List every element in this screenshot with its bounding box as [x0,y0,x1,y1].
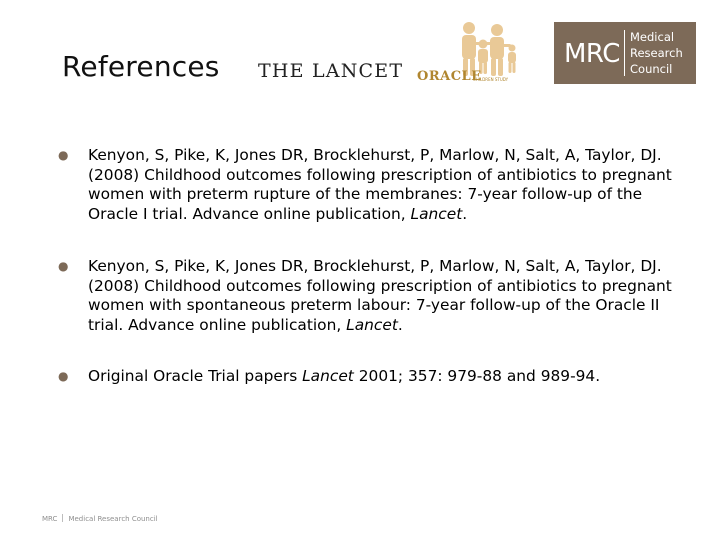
reference-suffix: 2001; 357: 979-88 and 989-94. [353,367,601,385]
oracle-subtitle: CHILDREN STUDY [473,77,509,82]
reference-item [58,257,678,335]
footer-name: Medical Research Council [68,515,158,523]
slide-title: References [62,50,220,83]
footer-abbr: MRC [42,515,58,523]
oracle-logo [417,18,529,84]
journal-name: Lancet [346,315,398,334]
reference-text: Kenyon, S, Pike, K, Jones DR, Brocklehurst, P, Marlow, N, Salt, A, Taylor, DJ. (2008) Childhood outcomes following prescription of antibiotics to pregnant women with spontaneous preterm labour: 7-year follow-up of the Oracle II trial. Advance online publication, [88,257,672,334]
bullet: ● [58,148,69,162]
reference-text: Original Oracle Trial papers [88,367,303,385]
journal-name: Lancet [410,204,463,223]
mrc-divider [624,30,625,76]
reference-suffix: . [462,204,468,223]
mrc-line-1: Medical [630,30,675,44]
reference-list [58,146,678,387]
reference-text: Kenyon, S, Pike, K, Jones DR, Brocklehurst, P, Marlow, N, Salt, A, Taylor, DJ. (2008) Childhood outcomes following prescription of antibiotics to pregnant women with preterm rupture of the membranes: 7-year follow-up of the Oracle I trial. Advance online publication, [88,146,672,223]
journal-name: Lancet [302,367,354,385]
mrc-line-3: Council [630,62,673,76]
footer [42,514,158,523]
footer-divider [62,514,63,522]
bullet: ● [58,369,69,383]
mrc-abbr: MRC [564,39,620,69]
mrc-logo [554,22,696,84]
mrc-fullname [630,29,683,77]
reference-item [58,367,678,387]
lancet-logo: THE LANCET [258,60,404,82]
reference-item [58,146,678,224]
mrc-line-2: Research [630,46,683,60]
reference-suffix: . [397,315,403,334]
oracle-wordmark: ORACLE [417,69,482,84]
bullet: ● [58,259,69,273]
